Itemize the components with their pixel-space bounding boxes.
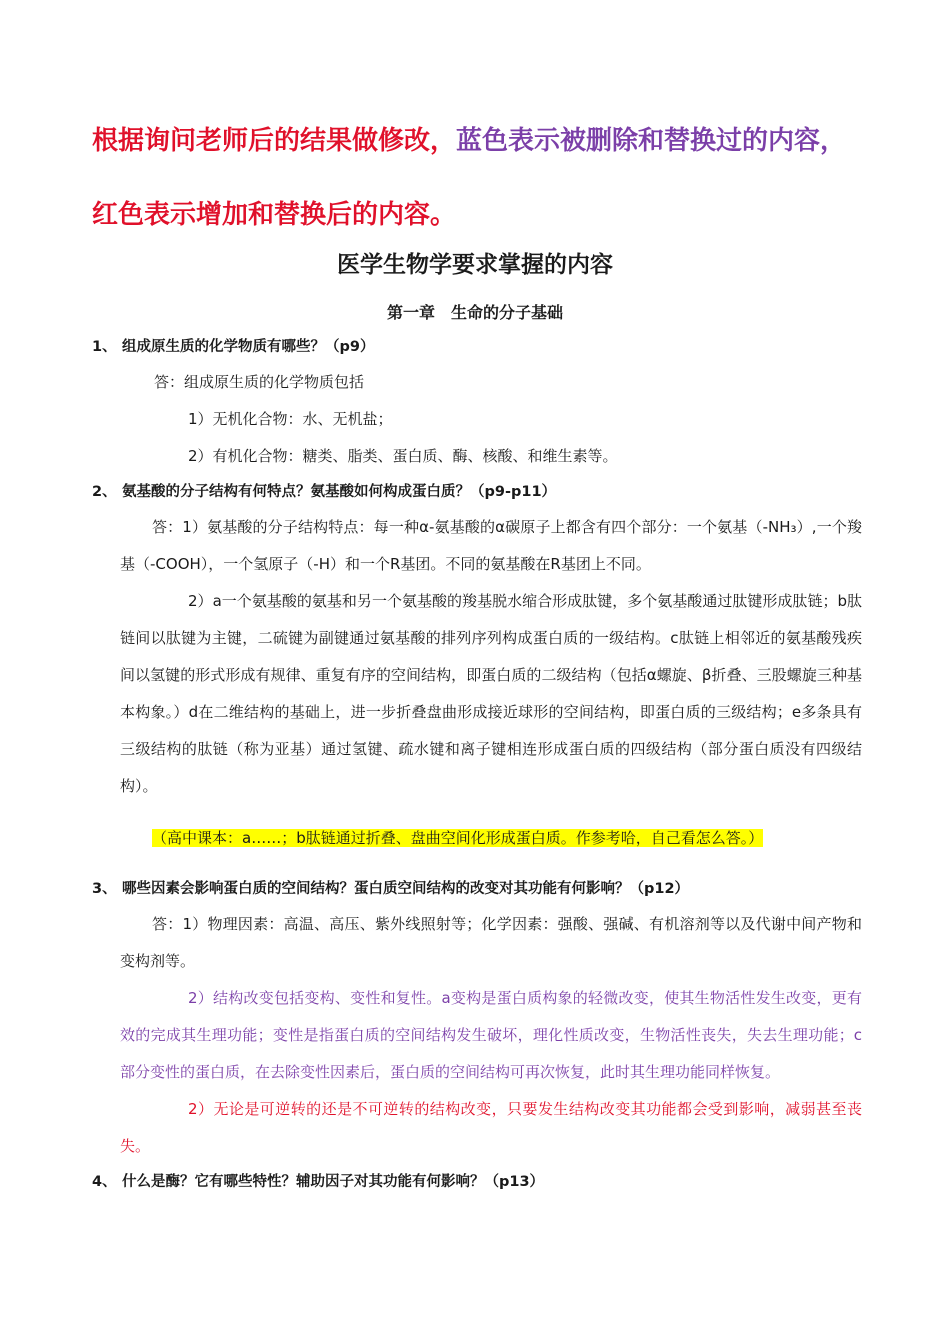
notice-part1: 根据询问老师后的结果做修改， (92, 126, 457, 156)
question-text: 什么是酶？它有哪些特性？辅助因子对其功能有何影响？（p13） (122, 1174, 545, 1190)
question-text: 哪些因素会影响蛋白质的空间结构？蛋白质空间结构的改变对其功能有何影响？（p12） (122, 881, 690, 897)
question-text: 组成原生质的化学物质有哪些？（p9） (122, 339, 375, 355)
answer-paragraph: 答：1）物理因素：高温、高压、紫外线照射等；化学因素：强酸、强碱、有机溶剂等以及代谢中间产物和变构剂等。 (120, 915, 862, 970)
highlight-note (92, 820, 862, 857)
chapter-heading: 第一章 生命的分子基础 (386, 303, 563, 322)
answer-item: 1）无机化合物：水、无机盐； (188, 410, 393, 428)
question-number: 1、 (92, 339, 117, 355)
revision-notice (92, 104, 872, 252)
question-4 (92, 1165, 862, 1199)
notice-part2: 蓝色表示被删除和替换过的内容， (456, 126, 847, 156)
question-3 (92, 872, 862, 906)
document-body (92, 330, 862, 1199)
notice-part3: 红色表示增加和替换后的内容。 (92, 200, 457, 230)
question-text: 氨基酸的分子结构有何特点？氨基酸如何构成蛋白质？（p9-p11） (122, 484, 557, 500)
question-2 (92, 475, 862, 509)
answer-intro: 答：组成原生质的化学物质包括 (154, 373, 365, 391)
answer-paragraph: 答：1）氨基酸的分子结构特点：每一种α-氨基酸的α碳原子上都含有四个部分：一个氨基（-NH₃）,一个羧基（-COOH），一个氢原子（-H）和一个R基团。不同的氨基酸在R基团上不同。 (120, 518, 862, 573)
document-title: 医学生物学要求掌握的内容 (337, 252, 613, 278)
answer-item: 2）有机化合物：糖类、脂类、蛋白质、酶、核酸、和维生素等。 (188, 447, 618, 465)
added-content: 2）无论是可逆转的还是不可逆转的结构改变，只要发生结构改变其功能都会受到影响，减弱甚至丧失。 (120, 1100, 862, 1155)
question-1 (92, 330, 862, 364)
question-number: 3、 (92, 881, 117, 897)
highlighted-text: （高中课本：a……；b肽链通过折叠、盘曲空间化形成蛋白质。作参考哈，自己看怎么答。） (152, 829, 764, 847)
removed-content: 2）结构改变包括变构、变性和复性。a变构是蛋白质构象的轻微改变，使其生物活性发生改变，更有效的完成其生理功能；变性是指蛋白质的空间结构发生破坏，理化性质改变，生物活性丧失，失去生理功能；c部分变性的蛋白质，在去除变性因素后，蛋白质的空间结构可再次恢复，此时其生理功能同样恢复。 (120, 989, 862, 1081)
question-number: 2、 (92, 484, 117, 500)
question-number: 4、 (92, 1174, 117, 1190)
answer-paragraph: 2）a一个氨基酸的氨基和另一个氨基酸的羧基脱水缩合形成肽键，多个氨基酸通过肽键形成肽链；b肽链间以肽键为主键，二硫键为副键通过氨基酸的排列序列构成蛋白质的一级结构。c肽链上相邻近的氨基酸残疾间以氢键的形式形成有规律、重复有序的空间结构，即蛋白质的二级结构（包括α螺旋、β折叠、三股螺旋三种基本构象。）d在二维结构的基础上，进一步折叠盘曲形成接近球形的空间结构，即蛋白质的三级结构；e多条具有三级结构的肽链（称为亚基）通过氢键、疏水键和离子键相连形成蛋白质的四级结构（部分蛋白质没有四级结构）。 (120, 592, 862, 795)
